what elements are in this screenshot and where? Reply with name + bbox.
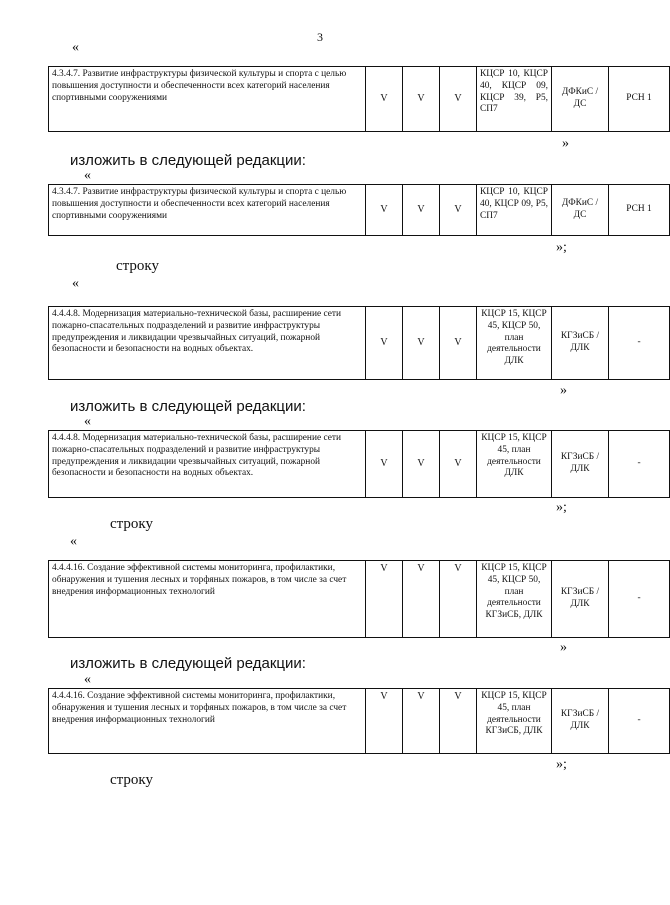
close-quote-semicolon: »; [556,757,567,772]
row-sources: КЦСР 10, КЦСР 40, КЦСР 09, Р5, СП7 [477,185,552,236]
close-quote-semicolon: »; [556,500,567,515]
table-row-new-4-4-4-16 [48,688,670,754]
row-description: 4.4.4.16. Создание эффективной системы мониторинга, профилактики, обнаружения и тушения лесных и торфяных пожаров, в том числе за счет внедрения информационных технологий [49,561,366,638]
row-funding: - [609,561,670,638]
table-row-original-4-3-4-7 [48,66,670,132]
new-edition-phrase: изложить в следующей редакции: [70,655,306,672]
open-quote: « [84,168,91,183]
row-mark-2: V [403,689,440,754]
close-quote-semicolon: »; [556,240,567,255]
row-funding: РСН 1 [609,67,670,132]
row-mark-2: V [403,561,440,638]
row-description: 4.4.4.8. Модернизация материально-технической базы, расширение сети пожарно-спасательных подразделений и развитие инфраструктуры предупреждения и ликвидации чрезвычайных ситуаций, пожарной безопасности и безопасности на водных объектах. [49,307,366,380]
row-mark-3: V [440,561,477,638]
close-quote: » [560,640,567,655]
line-word: строку [110,772,153,788]
table-row-new-4-4-4-8 [48,430,670,498]
row-responsible: ДФКиС / ДС [552,185,609,236]
open-quote: « [72,276,79,291]
row-mark-2: V [403,431,440,498]
row-mark-1: V [366,689,403,754]
row-mark-2: V [403,185,440,236]
row-funding: - [609,431,670,498]
row-funding: - [609,307,670,380]
line-word: строку [110,516,153,532]
row-mark-2: V [403,307,440,380]
row-mark-1: V [366,185,403,236]
row-mark-1: V [366,67,403,132]
row-responsible: КГЗиСБ / ДЛК [552,431,609,498]
row-funding: РСН 1 [609,185,670,236]
row-description: 4.3.4.7. Развитие инфраструктуры физической культуры и спорта с целью повышения доступности и обеспеченности всех категорий населения спортивными сооружениями [49,185,366,236]
row-mark-1: V [366,561,403,638]
row-mark-3: V [440,185,477,236]
close-quote: » [560,383,567,398]
row-description: 4.4.4.16. Создание эффективной системы мониторинга, профилактики, обнаружения и тушения лесных и торфяных пожаров, в том числе за счет внедрения информационных технологий [49,689,366,754]
row-sources: КЦСР 15, КЦСР 45, план деятельности КГЗиСБ, ДЛК [477,689,552,754]
row-description: 4.4.4.8. Модернизация материально-технической базы, расширение сети пожарно-спасательных подразделений и развитие инфраструктуры предупреждения и ликвидации чрезвычайных ситуаций, пожарной безопасности и безопасности на водных объектах. [49,431,366,498]
page-number: 3 [317,30,323,44]
open-quote: « [72,40,79,55]
row-mark-3: V [440,689,477,754]
open-quote: « [70,534,77,549]
row-sources: КЦСР 15, КЦСР 45, КЦСР 50, план деятельности КГЗиСБ, ДЛК [477,561,552,638]
open-quote: « [84,672,91,687]
row-mark-3: V [440,307,477,380]
table-row-new-4-3-4-7 [48,184,670,236]
row-mark-2: V [403,67,440,132]
row-sources: КЦСР 15, КЦСР 45, КЦСР 50, план деятельности ДЛК [477,307,552,380]
line-word: строку [116,258,159,274]
row-responsible: КГЗиСБ / ДЛК [552,307,609,380]
row-mark-1: V [366,307,403,380]
row-responsible: ДФКиС / ДС [552,67,609,132]
row-mark-1: V [366,431,403,498]
open-quote: « [84,414,91,429]
new-edition-phrase: изложить в следующей редакции: [70,398,306,415]
close-quote: » [562,136,569,151]
row-sources: КЦСР 15, КЦСР 45, план деятельности ДЛК [477,431,552,498]
table-row-original-4-4-4-16 [48,560,670,638]
row-description: 4.3.4.7. Развитие инфраструктуры физической культуры и спорта с целью повышения доступности и обеспеченности всех категорий населения спортивными сооружениями [49,67,366,132]
row-mark-3: V [440,431,477,498]
row-responsible: КГЗиСБ / ДЛК [552,561,609,638]
row-responsible: КГЗиСБ / ДЛК [552,689,609,754]
new-edition-phrase: изложить в следующей редакции: [70,152,306,169]
row-funding: - [609,689,670,754]
row-mark-3: V [440,67,477,132]
row-sources: КЦСР 10, КЦСР 40, КЦСР 09, КЦСР 39, Р5, СП7 [477,67,552,132]
table-row-original-4-4-4-8 [48,306,670,380]
